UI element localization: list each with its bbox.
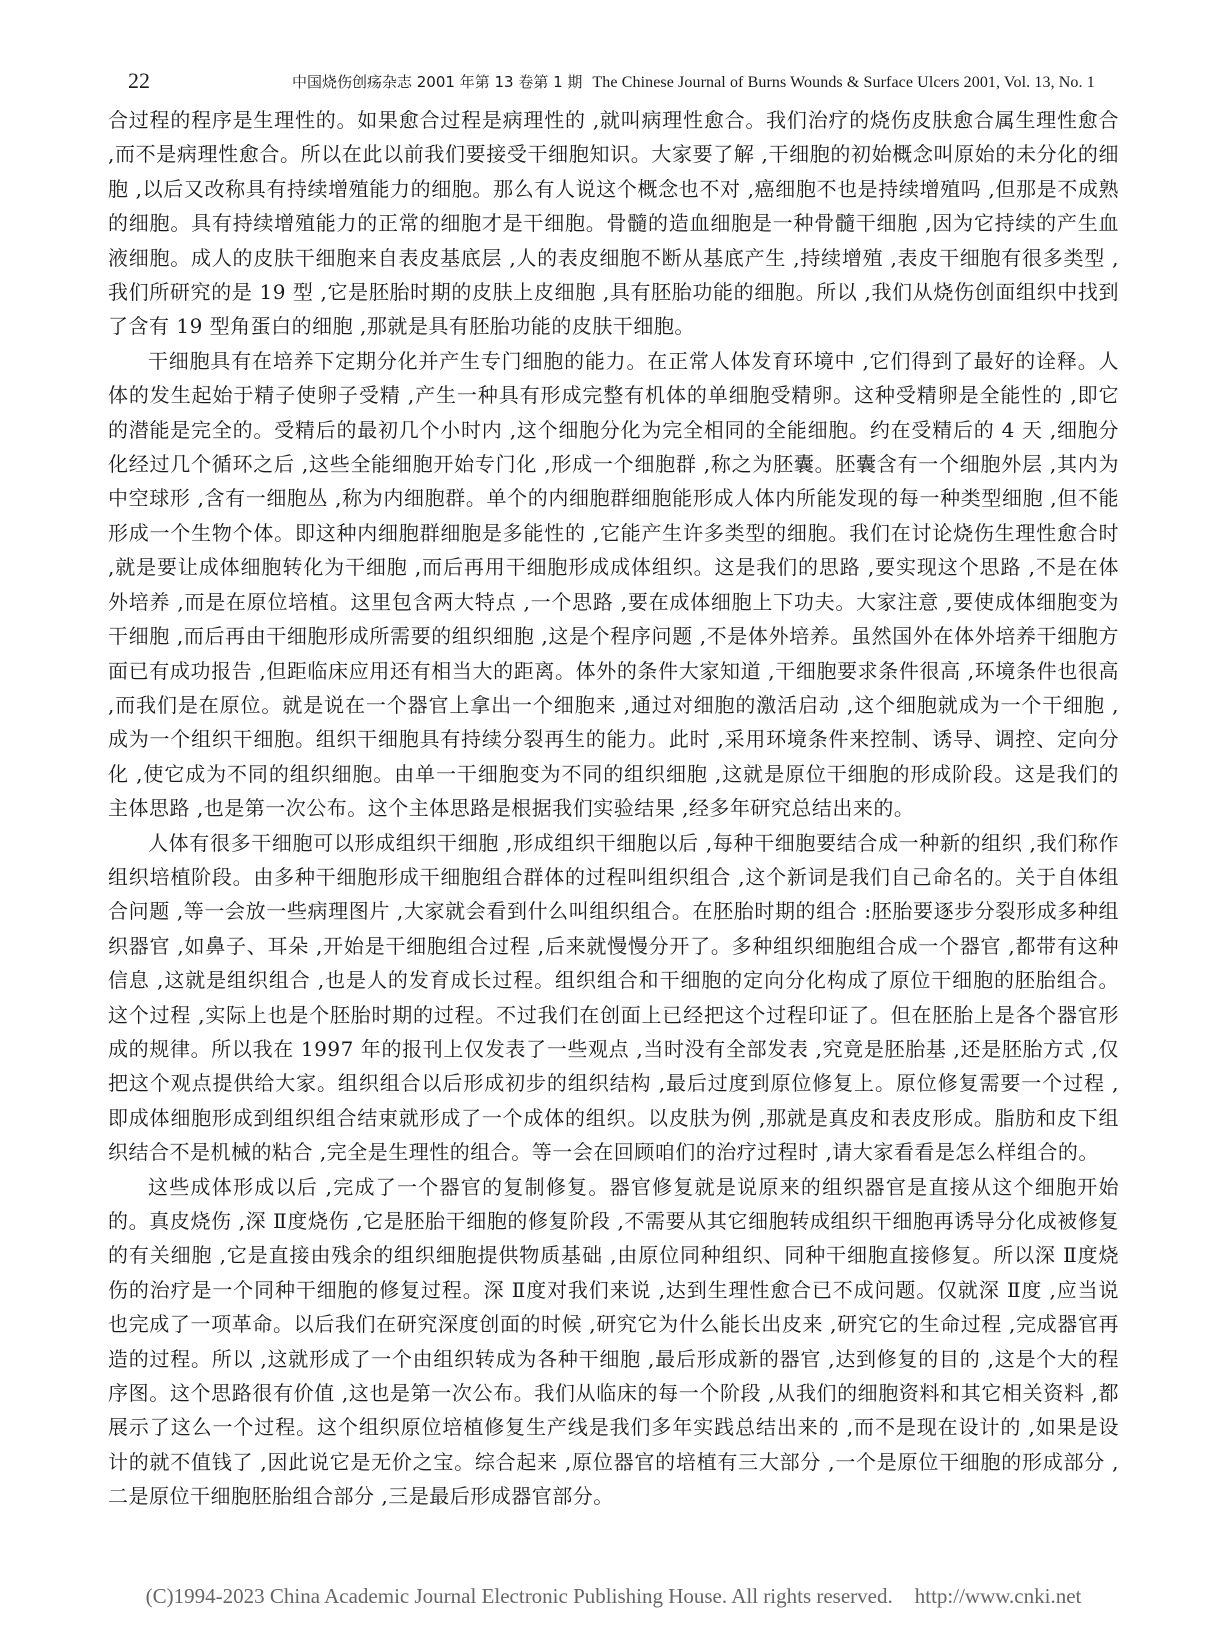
copyright-text: (C)1994-2023 China Academic Journal Electronic Publishing House. All rights reserved.: [145, 1584, 893, 1608]
paragraph: 合过程的程序是生理性的。如果愈合过程是病理性的 ,就叫病理性愈合。我们治疗的烧伤皮肤愈合属生理性愈合 ,而不是病理性愈合。所以在此以前我们要接受干细胞知识。大家要了解 ,干细胞的初始概念叫原始的未分化的细胞 ,以后又改称具有持续增殖能力的细胞。那么有人说这个概念也不对 ,癌细胞不也是持续增殖吗 ,但那是不成熟的细胞。具有持续增殖能力的正常的细胞才是干细胞。骨髓的造血细胞是一种骨髓干细胞 ,因为它持续的产生血液细胞。成人的皮肤干细胞来自表皮基底层 ,人的表皮细胞不断从基底产生 ,持续增殖 ,表皮干细胞有很多类型 ,我们所研究的是 19 型 ,它是胚胎时期的皮肤上皮细胞 ,具有胚胎功能的细胞。所以 ,我们从烧伤创面组织中找到了含有 19 型角蛋白的细胞 ,那就是具有胚胎功能的皮肤干细胞。: [108, 108, 1119, 339]
article-body: [108, 103, 1119, 1514]
journal-title-en: The Chinese Journal of Burns Wounds & Surface Ulcers 2001, Vol. 13, No. 1: [592, 74, 1095, 91]
running-header: [0, 68, 1227, 94]
footer-url: http://www.cnki.net: [914, 1584, 1082, 1608]
paragraph: 这些成体形成以后 ,完成了一个器官的复制修复。器官修复就是说原来的组织器官是直接从这个细胞开始的。真皮烧伤 ,深 Ⅱ度烧伤 ,它是胚胎干细胞的修复阶段 ,不需要从其它细胞转成组织干细胞再诱导分化成被修复的有关细胞 ,它是直接由残余的组织细胞提供物质基础 ,由原位同种组织、同种干细胞直接修复。所以深 Ⅱ度烧伤的治疗是一个同种干细胞的修复过程。深 Ⅱ度对我们来说 ,达到生理性愈合已不成问题。仅就深 Ⅱ度 ,应当说也完成了一项革命。以后我们在研究深度创面的时候 ,研究它为什么能长出皮来 ,研究它的生命过程 ,完成器官再造的过程。所以 ,这就形成了一个由组织转成为各种干细胞 ,最后形成新的器官 ,达到修复的目的 ,这是个大的程序图。这个思路很有价值 ,这也是第一次公布。我们从临床的每一个阶段 ,从我们的细胞资料和其它相关资料 ,都展示了这么一个过程。这个组织原位培植修复生产线是我们多年实践总结出来的 ,而不是现在设计的 ,如果是设计的就不值钱了 ,因此说它是无价之宝。综合起来 ,原位器官的培植有三大部分 ,一个是原位干细胞的形成部分 ,二是原位干细胞胚胎组合部分 ,三是最后形成器官部分。: [108, 1174, 1119, 1509]
journal-title-cn: 中国烧伤创疡杂志 2001 年第 13 卷第 1 期: [292, 73, 583, 91]
journal-running-head: [292, 70, 1118, 95]
paragraph: 干细胞具有在培养下定期分化并产生专门细胞的能力。在正常人体发育环境中 ,它们得到了最好的诠释。人体的发生起始于精子使卵子受精 ,产生一种具有形成完整有机体的单细胞受精卵。这种受精卵是全能性的 ,即它的潜能是完全的。受精后的最初几个小时内 ,这个细胞分化为完全相同的全能细胞。约在受精后的 4 天 ,细胞分化经过几个循环之后 ,这些全能细胞开始专门化 ,形成一个细胞群 ,称之为胚囊。胚囊含有一个细胞外层 ,其内为中空球形 ,含有一细胞丛 ,称为内细胞群。单个的内细胞群细胞能形成人体内所能发现的每一种类型细胞 ,但不能形成一个生物个体。即这种内细胞群细胞是多能性的 ,它能产生许多类型的细胞。我们在讨论烧伤生理性愈合时 ,就是要让成体细胞转化为干细胞 ,而后再用干细胞形成成体组织。这是我们的思路 ,要实现这个思路 ,不是在体外培养 ,而是在原位培植。这里包含两大特点 ,一个思路 ,要在成体细胞上下功夫。大家注意 ,要使成体细胞变为干细胞 ,而后再由干细胞形成所需要的组织细胞 ,这是个程序问题 ,不是体外培养。虽然国外在体外培养干细胞方面已有成功报告 ,但距临床应用还有相当大的距离。体外的条件大家知道 ,干细胞要求条件很高 ,环境条件也很高 ,而我们是在原位。就是说在一个器官上拿出一个细胞来 ,通过对细胞的激活启动 ,这个细胞就成为一个干细胞 ,成为一个组织干细胞。组织干细胞具有持续分裂再生的能力。此时 ,采用环境条件来控制、诱导、调控、定向分化 ,使它成为不同的组织细胞。由单一干细胞变为不同的组织细胞 ,这就是原位干细胞的形成阶段。这是我们的主体思路 ,也是第一次公布。这个主体思路是根据我们实验结果 ,经多年研究总结出来的。: [108, 348, 1119, 821]
paragraph: 人体有很多干细胞可以形成组织干细胞 ,形成组织干细胞以后 ,每种干细胞要结合成一种新的组织 ,我们称作组织培植阶段。由多种干细胞形成干细胞组合群体的过程叫组织组合 ,这个新词是我们自己命名的。关于自体组合问题 ,等一会放一些病理图片 ,大家就会看到什么叫组织组合。在胚胎时期的组合 :胚胎要逐步分裂形成多种组织器官 ,如鼻子、耳朵 ,开始是干细胞组合过程 ,后来就慢慢分开了。多种组织细胞组合成一个器官 ,都带有这种信息 ,这就是组织组合 ,也是人的发育成长过程。组织组合和干细胞的定向分化构成了原位干细胞的胚胎组合。这个过程 ,实际上也是个胚胎时期的过程。不过我们在创面上已经把这个过程印证了。但在胚胎上是各个器官形成的规律。所以我在 1997 年的报刊上仅发表了一些观点 ,当时没有全部发表 ,究竟是胚胎基 ,还是胚胎方式 ,仅把这个观点提供给大家。组织组合以后形成初步的组织结构 ,最后过度到原位修复上。原位修复需要一个过程 ,即成体细胞形成到组织组合结束就形成了一个成体的组织。以皮肤为例 ,那就是真皮和表皮形成。脂肪和皮下组织结合不是机械的粘合 ,完全是生理性的组合。等一会在回顾咱们的治疗过程时 ,请大家看看是怎么样组合的。: [108, 830, 1119, 1165]
page-number: 22: [128, 68, 150, 93]
copyright-footer: [0, 1584, 1227, 1609]
